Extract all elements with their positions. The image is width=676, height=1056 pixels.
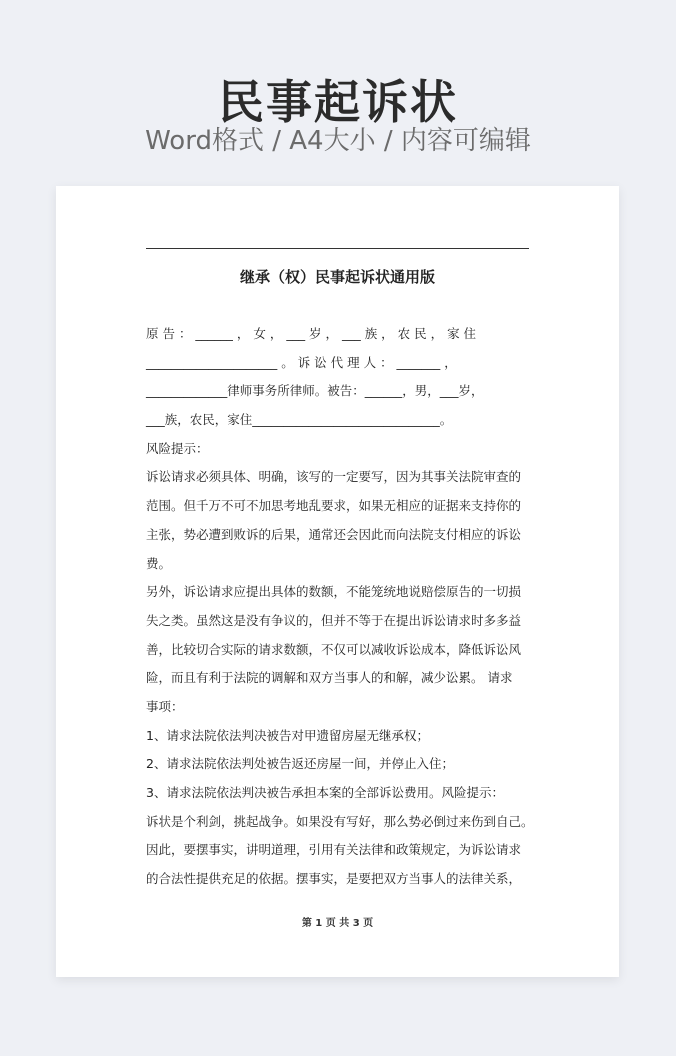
body-line: 因此，要摆事实，讲明道理，引用有关法律和政策规定，为诉讼请求 [146, 842, 522, 858]
page-number-footer: 第 1 页 共 3 页 [301, 918, 374, 929]
body-line: 1、请求法院依法判决被告对甲遗留房屋无继承权； [146, 727, 429, 743]
body-line: _____________律师事务所律师。被告：______，男，___岁， [146, 383, 484, 399]
top-rule [146, 248, 529, 249]
body-line: 2、请求法院依法判处被告返还房屋一间，并停止入住； [146, 756, 454, 772]
body-line: 范围。但千万不可不加思考地乱要求，如果无相应的证据来支持你的 [146, 498, 522, 514]
body-line: 主张，势必遭到败诉的后果，通常还会因此而向法院支付相应的诉讼 [146, 526, 522, 542]
body-line: 费。 [146, 555, 172, 571]
body-line: 失之类。虽然这是没有争议的，但并不等于在提出诉讼请求时多多益 [146, 612, 522, 628]
body-line: 诉状是个利剑，挑起战争。如果没有写好，那么势必倒过来伤到自己。 [146, 813, 534, 829]
body-line: 险，而且有利于法院的调解和双方当事人的和解，减少讼累。 请求 [146, 670, 513, 686]
document-body [146, 320, 534, 894]
body-line: 善，比较切合实际的请求数额，不仅可以减收诉讼成本，降低诉讼风 [146, 641, 522, 657]
body-line: 事项： [146, 698, 184, 714]
body-line: 3、请求法院依法判决被告承担本案的全部诉讼费用。风险提示： [146, 785, 504, 800]
body-line: 风险提示： [146, 440, 209, 456]
body-line: 诉讼请求必须具体、明确，该写的一定要写，因为其事关法院审查的 [146, 469, 522, 485]
body-line: 另外，诉讼请求应提出具体的数额，不能笼统地说赔偿原告的一切损 [146, 584, 522, 600]
body-line: _____________________ 。 诉 讼 代 理 人 ： _______ ， [146, 354, 457, 370]
document-page [56, 186, 619, 977]
body-line: ___族，农民，家住______________________________。 [146, 412, 453, 428]
document-title: 继承（权）民事起诉状通用版 [239, 268, 435, 286]
hero-subtitle: Word格式 / A4大小 / 内容可编辑 [145, 126, 531, 156]
hero-title: 民事起诉状 [218, 75, 458, 129]
body-line: 原 告 ： ______ ， 女 ， ___ 岁 ， ___ 族 ， 农 民 ， 家 住 [146, 326, 477, 341]
body-line: 的合法性提供充足的依据。摆事实，是要把双方当事人的法律关系， [146, 871, 522, 887]
